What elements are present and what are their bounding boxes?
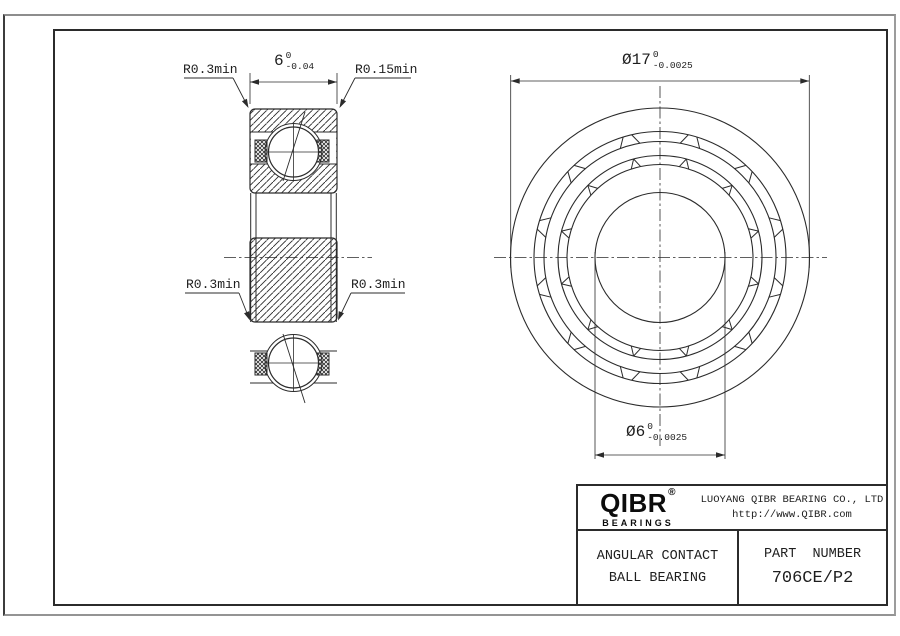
- title-block-header-row: [578, 486, 886, 531]
- dimension-od-value: Ø17: [622, 51, 651, 69]
- company-logo: [578, 488, 698, 528]
- title-block: [576, 484, 888, 606]
- radius-annotation-top-right: R0.15min: [355, 62, 418, 77]
- dimension-bore-value: Ø6: [626, 423, 646, 441]
- bearing-cross-section-view: [224, 109, 372, 403]
- part-number-value: 706CE/P2: [771, 569, 854, 589]
- dimension-width-value: 6: [274, 52, 284, 70]
- dimension-bore-diameter-label: [626, 421, 688, 444]
- company-name: LUOYANG QIBR BEARING CO., LTD: [700, 494, 884, 506]
- title-block-detail-row: [578, 531, 886, 604]
- dimension-width-label: [274, 50, 315, 73]
- dimension-od-tolerance: 0 -0.0025: [652, 49, 693, 71]
- bearing-front-view: [494, 86, 827, 446]
- radius-annotation-top-left: R0.3min: [183, 62, 238, 77]
- registered-trademark-symbol: ®: [668, 486, 676, 498]
- radius-annotation-mid-left: R0.3min: [186, 277, 241, 292]
- part-number-cell: [739, 531, 886, 604]
- dimension-width-tolerance: 0 -0.04: [285, 50, 315, 72]
- radius-annotation-mid-right: R0.3min: [351, 277, 406, 292]
- logo-wordmark: QIBR ®: [600, 486, 676, 518]
- product-name-line1: ANGULAR CONTACT: [596, 548, 719, 564]
- logo-subtext: BEARINGS: [602, 517, 674, 528]
- company-info: [698, 495, 886, 520]
- dimension-outer-diameter-label: [622, 49, 693, 72]
- dimension-bore-tolerance: 0 -0.0025: [647, 421, 688, 443]
- company-website: http://www.QIBR.com: [732, 508, 852, 521]
- product-name-line2: BALL BEARING: [608, 571, 707, 586]
- product-name-cell: [578, 531, 739, 604]
- part-number-label: PART NUMBER: [763, 546, 862, 562]
